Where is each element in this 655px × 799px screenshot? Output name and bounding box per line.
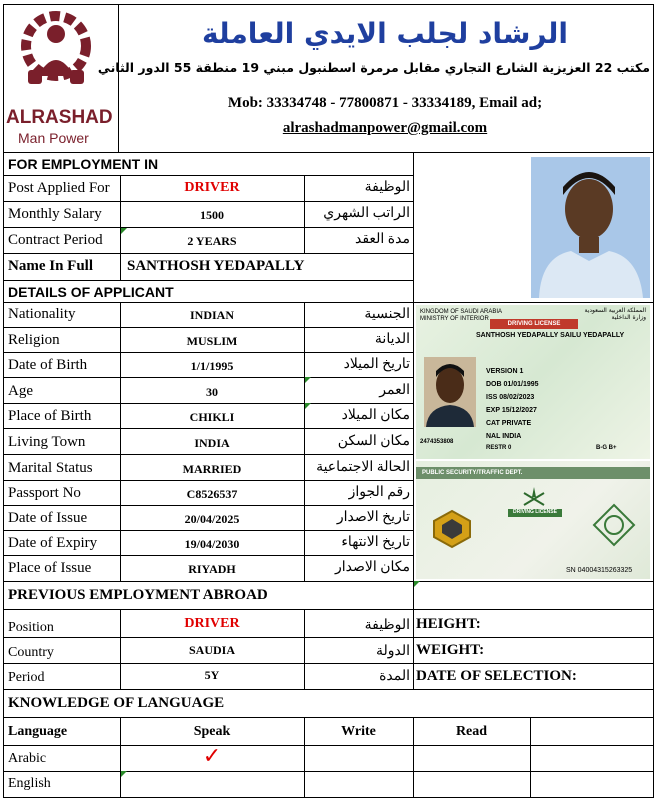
label-weight: WEIGHT: [416,642,485,658]
license-name: SANTHOSH YEDAPALLY SAILU YEDAPALLY [476,332,625,339]
value-country: SAUDIA [188,643,235,657]
value-period: 5Y [204,668,220,682]
label-date-of-issue: Date of Issue [8,510,88,526]
company-title-ar: الرشاد لجلب الايدي العاملة [202,17,568,50]
label-position: Position [8,620,54,635]
label-living-town: Living Town [8,434,86,450]
company-phones: Mob: 33334748 - 77800871 - 33334189, Email ad; [227,95,543,111]
license-back-header: PUBLIC SECURITY/TRAFFIC DEPT. [422,470,523,476]
cell-marker-icon [121,228,127,234]
label-name-in-full: Name In Full [8,258,94,274]
license-dob: DOB 01/01/1995 [486,381,539,388]
label-date-of-birth: Date of Birth [8,357,88,373]
label-religion-ar: الديانة [374,332,410,347]
value-age: 30 [206,385,218,399]
label-date-of-birth-ar: تاريخ الميلاد [343,357,410,372]
column-write: Write [341,724,376,739]
cell-marker-icon [305,377,311,383]
label-date-of-expiry-ar: تاريخ الانتهاء [341,535,410,550]
label-height: HEIGHT: [416,616,481,632]
label-country-ar: الدولة [375,644,410,659]
value-marital-status: MARRIED [182,462,242,476]
value-date-of-issue: 20/04/2025 [184,512,240,526]
license-title-band [490,319,578,329]
label-living-town-ar: مكان السكن [337,434,410,449]
column-read: Read [455,724,488,739]
label-country: Country [8,645,54,660]
label-marital-status-ar: الحالة الاجتماعية [316,460,410,475]
value-passport-no: C8526537 [186,487,238,501]
label-period: Period [8,670,45,685]
column-language: Language [8,724,68,739]
value-name-in-full: SANTHOSH YEDAPALLY [127,258,305,274]
cell-marker-icon [121,771,127,777]
label-nationality-ar: الجنسية [364,307,410,322]
value-date-of-birth: 1/1/1995 [190,359,234,373]
value-nationality: INDIAN [189,308,234,322]
cell-marker-icon [414,581,420,587]
hologram-seal-icon [592,503,636,547]
language-name: English [8,776,51,791]
license-title: DRIVING LICENSE [507,321,561,327]
license-photo [424,357,476,427]
license-nat: NAL INDIA [486,433,522,440]
section-title-language: KNOWLEDGE OF LANGUAGE [8,695,225,711]
value-place-of-birth: CHIKLI [189,410,235,424]
label-place-of-birth: Place of Birth [8,408,92,424]
license-number: 2474353808 [420,439,454,445]
label-position-ar: الوظيفة [364,618,410,633]
label-contract-period: Contract Period [8,232,103,248]
logo-gear-person-icon [4,4,114,104]
section-title-applicant: DETAILS OF APPLICANT [8,284,174,300]
label-monthly-salary-ar: الراتب الشهري [323,206,410,221]
label-place-of-issue: Place of Issue [8,560,92,576]
logo-subtitle: Man Power [18,130,89,146]
label-passport-no-ar: رقم الجواز [348,485,410,500]
license-version: VERSION 1 [486,368,524,375]
license-serial: SN 04004315263325 [566,567,633,574]
label-period-ar: المدة [379,669,410,684]
value-position: DRIVER [184,616,240,631]
license-blood: B-G B+ [596,445,617,451]
label-place-of-issue-ar: مكان الاصدار [334,560,410,575]
label-age-ar: العمر [379,383,410,398]
check-icon: ✓ [202,744,222,769]
label-post-applied: Post Applied For [8,180,110,196]
language-name: Arabic [8,751,47,766]
license-exp: EXP 15/12/2027 [486,407,537,414]
label-date-of-expiry: Date of Expiry [8,535,98,551]
license-back-title-band [508,509,562,517]
section-title-employment: FOR EMPLOYMENT IN [8,156,159,172]
license-back-title: DRIVING LICENSE [513,509,557,515]
license-cat: CAT PRIVATE [486,420,532,427]
label-age: Age [8,383,33,399]
hologram-chip-icon [430,509,474,549]
company-logo [4,4,114,148]
applicant-photo [531,157,650,298]
value-date-of-expiry: 19/04/2030 [184,537,240,551]
label-contract-period-ar: مدة العقد [354,232,410,247]
company-email[interactable]: alrashadmanpower@gmail.com [282,120,488,136]
license-back-band [416,467,650,479]
section-title-previous: PREVIOUS EMPLOYMENT ABROAD [8,587,268,603]
value-place-of-issue: RIYADH [188,562,236,576]
value-contract-period: 2 YEARS [187,234,237,248]
label-marital-status: Marital Status [8,460,93,476]
value-living-town: INDIA [194,436,230,450]
header [0,0,655,152]
license-header: KINGDOM OF SAUDI ARABIA MINISTRY OF INTERIOR [420,309,503,322]
license-restr: RESTR 0 [486,445,512,451]
label-monthly-salary: Monthly Salary [8,206,102,222]
label-passport-no: Passport No [8,485,81,501]
driving-license-back [416,461,650,579]
license-header-ar: المملكة العربية السعودية وزارة الداخلية [584,307,646,321]
value-religion: MUSLIM [186,334,238,348]
logo-name: ALRASHAD [6,107,113,128]
label-date-of-selection: DATE OF SELECTION: [416,668,577,684]
driving-license-front [416,305,650,459]
saudi-emblem-icon [520,485,548,507]
company-address-ar: مكتب 22 العزيزية الشارع التجاري مقابل مرمرة اسطنبول مبني 19 منطقة 55 الدور الثاني [97,60,650,75]
label-religion: Religion [8,332,60,348]
value-post-applied: DRIVER [184,180,240,195]
label-nationality: Nationality [8,306,76,322]
value-monthly-salary: 1500 [200,208,224,222]
column-speak: Speak [193,724,231,739]
label-post-applied-ar: الوظيفة [364,180,410,195]
label-date-of-issue-ar: تاريخ الاصدار [336,510,410,525]
license-iss: ISS 08/02/2023 [486,394,535,401]
label-place-of-birth-ar: مكان الميلاد [341,408,410,423]
